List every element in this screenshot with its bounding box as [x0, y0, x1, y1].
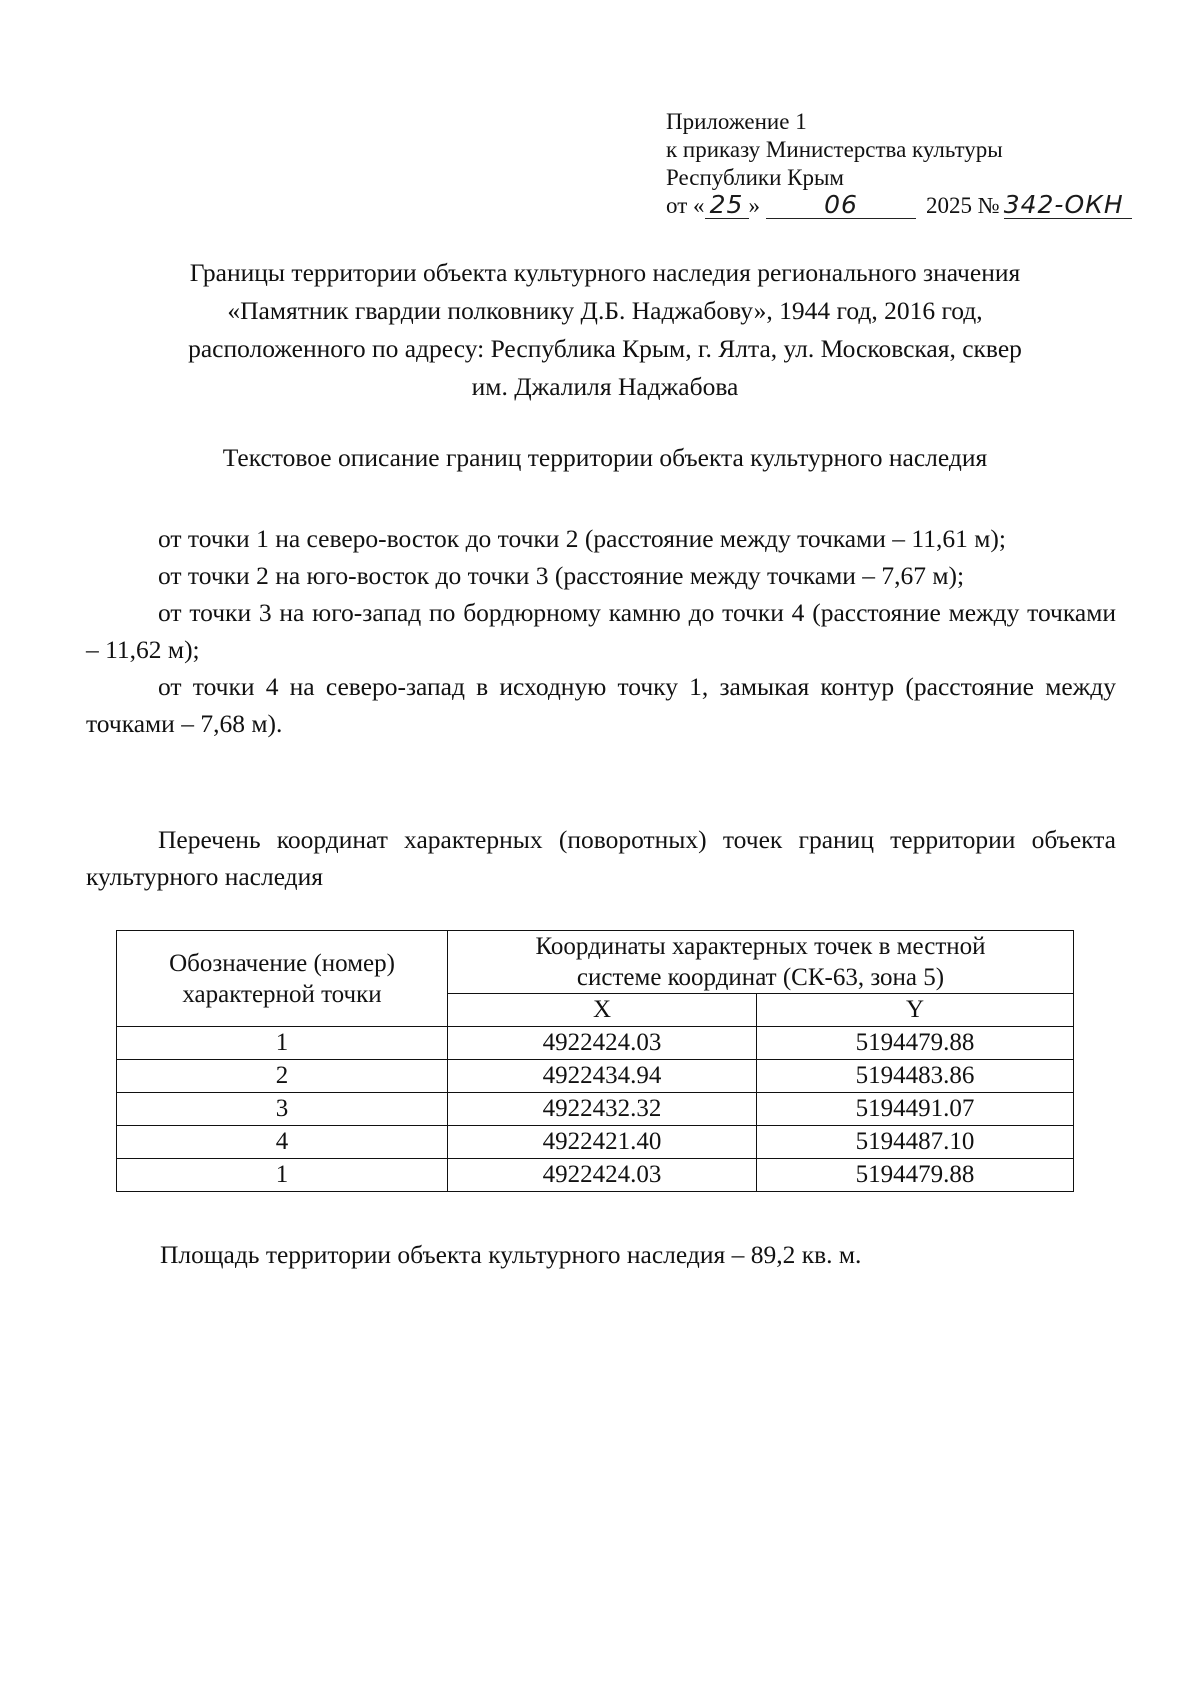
appendix-label: Приложение 1 — [666, 109, 807, 134]
header-coords-line-2: системе координат (СК-63, зона 5) — [576, 964, 945, 991]
table-row — [117, 1093, 1074, 1126]
y-coordinate-cell: 5194487.10 — [757, 1126, 1074, 1159]
territory-area: Площадь территории объекта культурного наследия – 89,2 кв. м. — [160, 1240, 862, 1269]
section-heading: Текстовое описание границ территории объекта культурного наследия — [222, 443, 988, 472]
header-coords-cell — [448, 931, 1074, 994]
header-point-line-1: Обозначение (номер) — [169, 949, 395, 977]
coordinates-list-intro-text: Перечень координат характерных (поворотных) точек границ территории объекта культурного наследия — [86, 825, 1116, 891]
x-coordinate-cell: 4922432.32 — [448, 1093, 757, 1126]
boundary-description — [86, 520, 1116, 742]
title-line-2: «Памятник гвардии полковнику Д.Б. Наджабову», 1944 год, 2016 год, — [227, 296, 983, 325]
x-coordinate-cell: 4922424.03 — [448, 1027, 757, 1060]
point-number-cell: 3 — [117, 1093, 448, 1126]
point-number-cell: 2 — [117, 1060, 448, 1093]
y-coordinate-cell: 5194491.07 — [757, 1093, 1074, 1126]
header-y-cell: Y — [757, 994, 1074, 1027]
date-day-handwritten: 25 — [709, 190, 744, 219]
order-number-handwritten: 342-ОКН — [1003, 190, 1124, 219]
date-year: 2025 № — [926, 193, 1000, 218]
table-row — [117, 1126, 1074, 1159]
date-month-field — [766, 190, 916, 219]
order-number-field — [1003, 190, 1132, 219]
order-reference: к приказу Министерства культуры — [666, 137, 1003, 162]
date-prefix: от « — [666, 193, 705, 218]
title-line-1: Границы территории объекта культурного наследия регионального значения — [189, 258, 1021, 287]
document-title — [90, 254, 1120, 406]
boundary-segment-1: от точки 1 на северо-восток до точки 2 (расстояние между точками – 11,61 м); — [158, 524, 1006, 553]
republic-name: Республики Крым — [666, 165, 844, 190]
table-row — [117, 1060, 1074, 1093]
appendix-header — [666, 108, 1186, 220]
y-coordinate-cell: 5194479.88 — [757, 1027, 1074, 1060]
header-coords-line-1: Координаты характерных точек в местной — [535, 933, 986, 960]
boundary-segment-4: от точки 4 на северо-запад в исходную точку 1, замыкая контур (расстояние между точками – 7,68 м). — [86, 672, 1116, 738]
point-number-cell: 1 — [117, 1027, 448, 1060]
order-date-line — [666, 192, 1186, 220]
table-row — [117, 1159, 1074, 1192]
header-x-cell: X — [448, 994, 757, 1027]
coordinates-table — [116, 930, 1074, 1192]
table-header-row — [117, 931, 1074, 994]
coordinates-list-intro — [86, 821, 1116, 895]
x-coordinate-cell: 4922434.94 — [448, 1060, 757, 1093]
y-coordinate-cell: 5194479.88 — [757, 1159, 1074, 1192]
x-coordinate-cell: 4922421.40 — [448, 1126, 757, 1159]
y-coordinate-cell: 5194483.86 — [757, 1060, 1074, 1093]
table-row — [117, 1027, 1074, 1060]
title-line-3: расположенного по адресу: Республика Крым, г. Ялта, ул. Московская, сквер — [188, 334, 1022, 363]
boundary-segment-2: от точки 2 на юго-восток до точки 3 (расстояние между точками – 7,67 м); — [158, 561, 965, 590]
point-number-cell: 1 — [117, 1159, 448, 1192]
header-point-cell — [117, 931, 448, 1027]
date-day-field — [705, 190, 749, 219]
x-coordinate-cell: 4922424.03 — [448, 1159, 757, 1192]
boundary-segment-3: от точки 3 на юго-запад по бордюрному камню до точки 4 (расстояние между точками – 11,62 м); — [86, 598, 1116, 664]
header-point-line-2: характерной точки — [182, 980, 382, 1008]
title-line-4: им. Джалиля Наджабова — [471, 372, 739, 401]
date-month-handwritten: 06 — [824, 190, 858, 219]
point-number-cell: 4 — [117, 1126, 448, 1159]
date-close-quote: » — [748, 193, 760, 218]
